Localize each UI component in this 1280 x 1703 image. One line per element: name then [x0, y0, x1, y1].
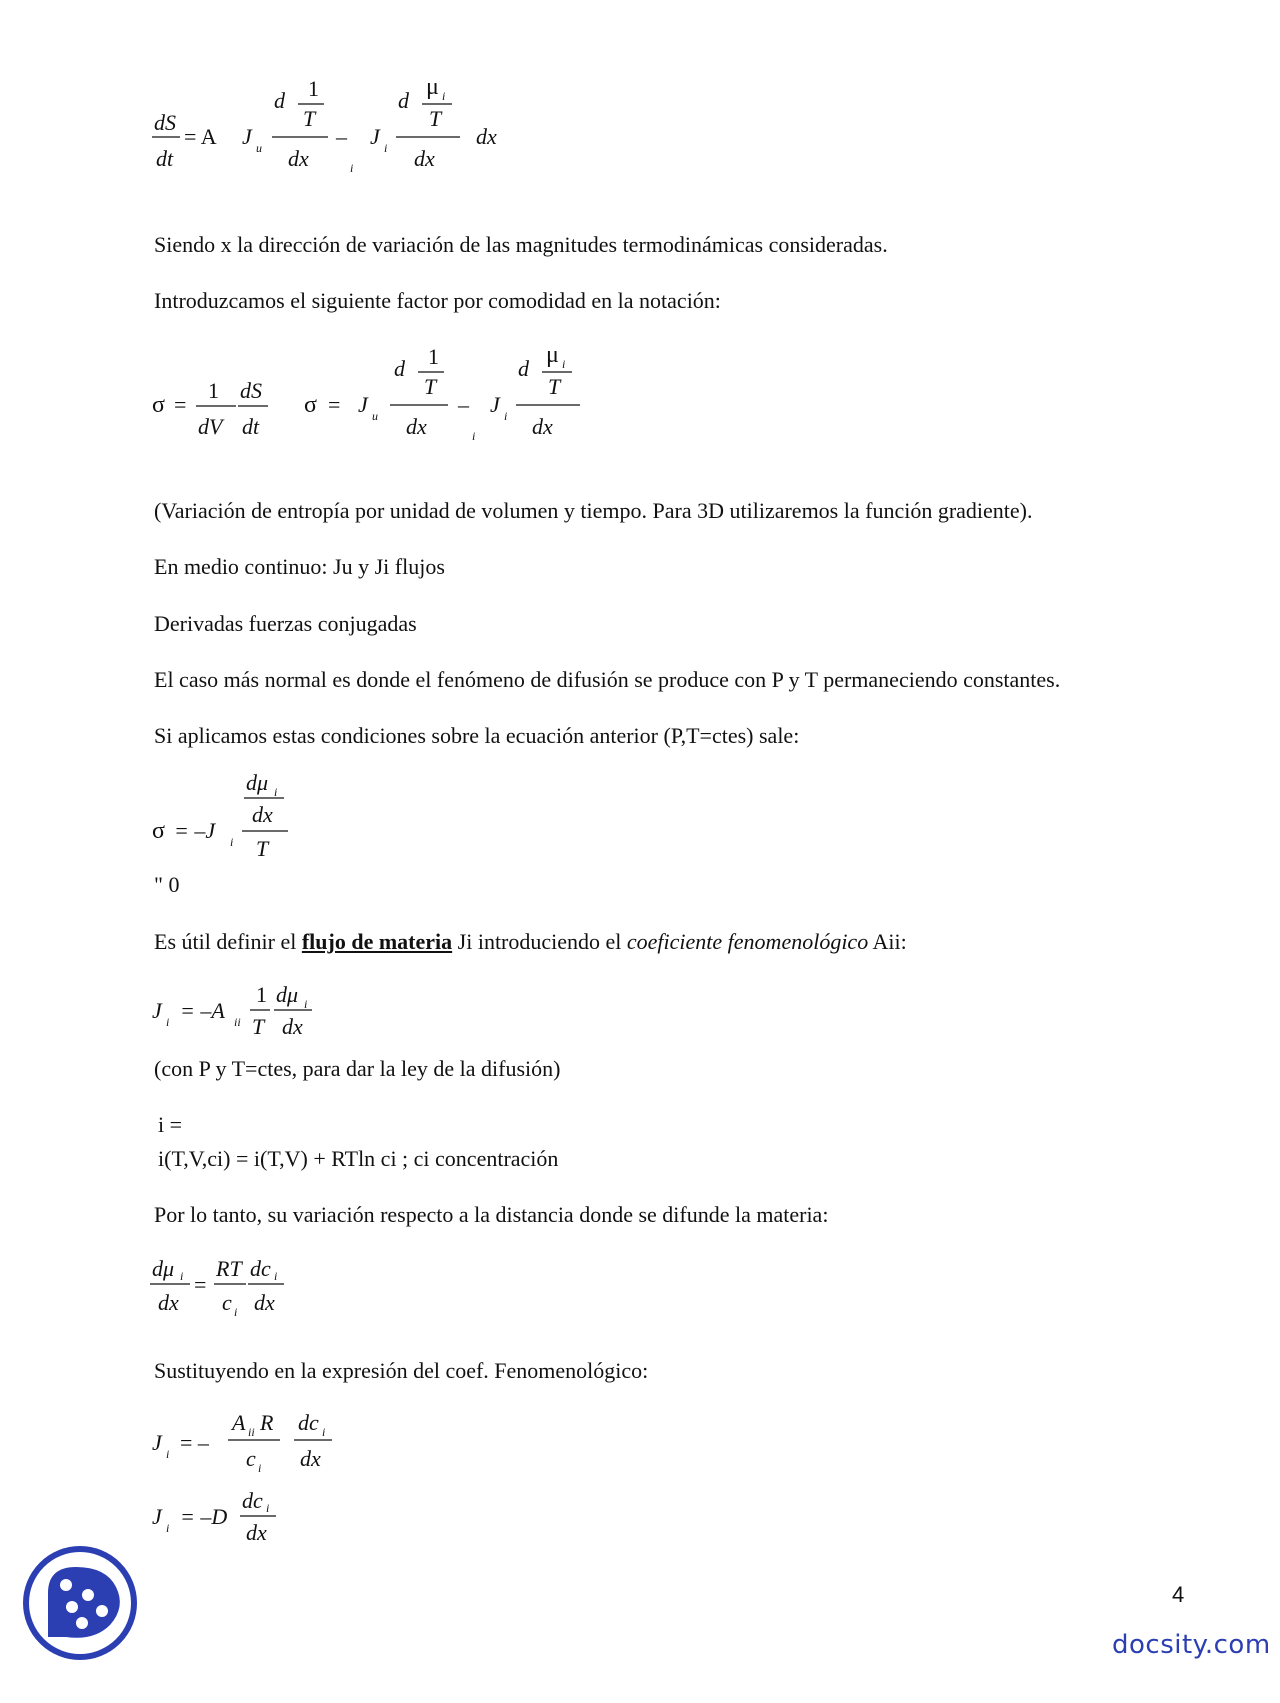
flux-text-a: Es útil definir el — [154, 929, 302, 954]
equation-fick-law — [148, 1478, 328, 1558]
eq3-dx: dx — [252, 802, 273, 827]
eq2-one2: 1 — [428, 344, 439, 369]
eq2-T1: T — [424, 374, 437, 399]
eq1-dx1: dx — [288, 146, 309, 171]
eq2-dx2: dx — [532, 414, 553, 439]
eq6-dx: dx — [300, 1446, 321, 1471]
flux-text-c: Ji introduciendo el — [452, 929, 627, 954]
eq1-Ji: J — [370, 124, 380, 149]
equation-entropy-rate — [148, 72, 548, 182]
eq3-eqJ: = –J — [174, 818, 216, 843]
eq6-A: A — [232, 1410, 246, 1435]
eq6-J: J — [152, 1430, 162, 1455]
eq1-mu-i: i — [442, 89, 446, 103]
eq7-i: i — [166, 1521, 170, 1535]
eq6-c-i: i — [258, 1461, 262, 1475]
eq1-dx3: dx — [476, 124, 497, 149]
paragraph-chem-potential-eq: i = — [158, 1112, 183, 1137]
eq2-d1: d — [394, 356, 405, 381]
paragraph-diffusion-law: (con P y T=ctes, para dar la ley de la difusión) — [154, 1056, 561, 1081]
eq2-mu: μ — [546, 342, 559, 368]
equation-flux-substituted — [148, 1400, 368, 1480]
paragraph-diffusion-case: El caso más normal es donde el fenómeno de difusión se produce con P y T permaneciendo constantes. — [154, 667, 1061, 692]
eq7-dc-i: i — [266, 1501, 270, 1515]
eq1-J: J — [242, 124, 252, 149]
eq4-dmu: dμ — [276, 982, 299, 1007]
eq1-i: i — [384, 141, 388, 155]
eq2-sigma1: σ — [152, 392, 165, 418]
eq2-Ji: J — [490, 392, 500, 417]
brand-link[interactable]: docsity.com — [1112, 1630, 1271, 1660]
eq2-sum-i: i — [472, 429, 476, 443]
eq4-i: i — [166, 1015, 170, 1029]
coef-term: coeficiente fenomenológico — [626, 929, 869, 954]
eq3-dmu: dμ — [246, 770, 269, 795]
eq2-dS: dS — [240, 378, 262, 403]
eq1-T2: T — [429, 106, 442, 131]
eq5-mu-i: i — [180, 1269, 184, 1283]
eq1-d2: d — [398, 88, 409, 113]
eq5-c: c — [222, 1290, 232, 1315]
eq5-dc-i: i — [274, 1269, 278, 1283]
eq3-mu-i: i — [274, 785, 278, 799]
eq1-sum-i: i — [350, 161, 354, 175]
eq5-eq: = — [194, 1272, 207, 1297]
eq1-eqA: = A — [184, 124, 217, 149]
eq1-dS: dS — [154, 110, 176, 135]
paragraph-continuous-medium: En medio continuo: Ju y Ji flujos — [154, 554, 445, 579]
eq7-eqD: = –D — [180, 1504, 228, 1529]
eq2-eq2: = — [328, 392, 341, 417]
paragraph-flux-definition — [154, 929, 907, 955]
docsity-logo-icon — [22, 1545, 138, 1661]
eq2-J: J — [358, 392, 368, 417]
eq1-u: u — [256, 141, 262, 155]
equation-sigma-constant — [148, 768, 328, 878]
eq7-dx: dx — [246, 1520, 267, 1545]
eq6-dc-i: i — [322, 1425, 326, 1439]
paragraph-chem-potential-expr: i(T,V,ci) = i(T,V) + RTln ci ; ci concentración — [158, 1146, 559, 1171]
eq4-dx: dx — [282, 1014, 303, 1039]
flux-text-e: Aii: — [868, 929, 907, 954]
eq2-eq1: = — [174, 392, 187, 417]
eq6-ii: ii — [248, 1425, 255, 1439]
eq5-dmu: dμ — [152, 1256, 175, 1281]
eq1-dx2: dx — [414, 146, 435, 171]
eq2-one: 1 — [208, 378, 219, 403]
eq2-dV: dV — [198, 414, 223, 439]
eq3-T: T — [256, 836, 269, 861]
eq4-eqA: = –A — [180, 998, 225, 1023]
equation-matter-flux — [148, 972, 348, 1052]
eq7-J: J — [152, 1504, 162, 1529]
eq5-dc: dc — [250, 1256, 271, 1281]
eq1-mu: μ — [426, 74, 439, 100]
eq2-mu-i: i — [562, 357, 566, 371]
paragraph-quote-zero: " 0 — [154, 872, 180, 897]
eq5-c-i: i — [234, 1305, 238, 1319]
eq2-T2: T — [548, 374, 561, 399]
eq4-ii: ii — [234, 1015, 241, 1029]
eq2-i: i — [504, 409, 508, 423]
eq4-one: 1 — [256, 982, 267, 1007]
eq1-T1: T — [303, 106, 316, 131]
eq4-J: J — [152, 998, 162, 1023]
paragraph-direction: Siendo x la dirección de variación de las magnitudes termodinámicas consideradas. — [154, 232, 888, 257]
paragraph-conjugate-forces: Derivadas fuerzas conjugadas — [154, 611, 417, 636]
paragraph-intro-factor: Introduzcamos el siguiente factor por comodidad en la notación: — [154, 288, 721, 313]
page-number: 4 — [1172, 1582, 1185, 1607]
equation-sigma-definition — [148, 336, 628, 446]
paragraph-substituting: Sustituyendo en la expresión del coef. Fenomenológico: — [154, 1358, 649, 1383]
eq4-mu-i: i — [304, 997, 308, 1011]
eq3-i: i — [230, 835, 234, 849]
eq1-minus: – — [336, 124, 347, 149]
eq2-dt: dt — [242, 414, 260, 439]
paragraph-apply-conditions: Si aplicamos estas condiciones sobre la ecuación anterior (P,T=ctes) sale: — [154, 723, 800, 748]
eq2-d2: d — [518, 356, 529, 381]
eq2-dx1: dx — [406, 414, 427, 439]
eq6-dc: dc — [298, 1410, 319, 1435]
eq6-c: c — [246, 1446, 256, 1471]
eq4-T: T — [252, 1014, 265, 1039]
eq6-i: i — [166, 1447, 170, 1461]
eq6-eq: = – — [180, 1430, 209, 1455]
eq7-dc: dc — [242, 1488, 263, 1513]
eq5-dx1: dx — [158, 1290, 179, 1315]
paragraph-entropy-variation: (Variación de entropía por unidad de volumen y tiempo. Para 3D utilizaremos la función gradiente). — [154, 498, 1033, 523]
paragraph-variation-distance: Por lo tanto, su variación respecto a la distancia donde se difunde la materia: — [154, 1202, 829, 1227]
eq6-R: R — [260, 1410, 274, 1435]
eq1-dt: dt — [156, 146, 174, 171]
eq2-u: u — [372, 409, 378, 423]
eq1-d1: d — [274, 88, 285, 113]
eq2-sigma2: σ — [304, 392, 317, 418]
eq1-one: 1 — [308, 76, 319, 101]
eq2-minus: – — [458, 392, 469, 417]
eq3-sigma: σ — [152, 818, 165, 844]
equation-chem-gradient — [148, 1246, 328, 1326]
flux-term: flujo de materia — [301, 929, 453, 954]
eq5-dx2: dx — [254, 1290, 275, 1315]
eq5-RT: RT — [216, 1256, 242, 1281]
